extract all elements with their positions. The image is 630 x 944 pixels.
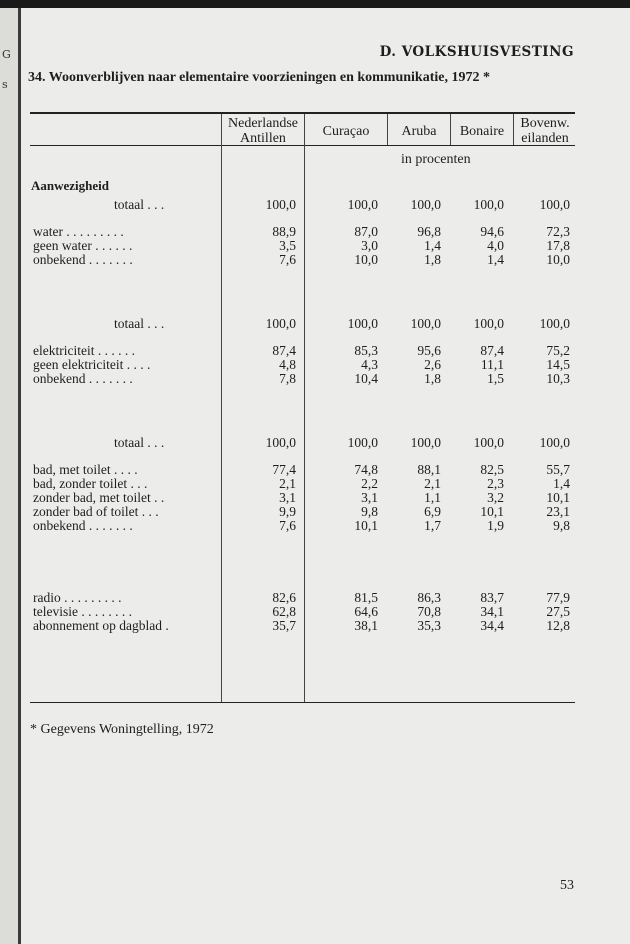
- column-header-nederlandse-antillen: [222, 116, 304, 146]
- cell-value: 100,0: [347, 435, 378, 450]
- column-header-line: Nederlandse: [228, 116, 298, 131]
- table-title: 34. Woonverblijven naar elementaire voorzieningen en kommunikatie, 1972 *: [28, 70, 490, 85]
- cell-value: 35,7: [272, 618, 296, 633]
- row-label: water . . . . . . . . .: [33, 224, 124, 239]
- row-label: geen water . . . . . .: [33, 238, 133, 253]
- row-label: totaal . . .: [114, 197, 165, 212]
- table-row: [0, 477, 630, 491]
- cell-value: 7,8: [279, 371, 296, 386]
- row-label: onbekend . . . . . . .: [33, 371, 133, 386]
- cell-value: 100,0: [347, 197, 378, 212]
- cell-value: 3,1: [279, 490, 296, 505]
- cell-value: 75,2: [546, 343, 570, 358]
- cell-value: 81,5: [354, 590, 378, 605]
- cell-value: 82,6: [272, 590, 296, 605]
- cell-value: 1,4: [553, 476, 570, 491]
- column-header-line: eilanden: [521, 131, 569, 146]
- cell-value: 4,8: [279, 357, 296, 372]
- margin-fragment: s: [2, 78, 8, 91]
- cell-value: 1,7: [424, 518, 441, 533]
- table-row: [0, 317, 630, 331]
- cell-value: 2,1: [424, 476, 441, 491]
- cell-value: 100,0: [347, 316, 378, 331]
- cell-value: 1,8: [424, 371, 441, 386]
- cell-value: 6,9: [424, 504, 441, 519]
- cell-value: 10,0: [354, 252, 378, 267]
- row-label: radio . . . . . . . . .: [33, 590, 122, 605]
- cell-value: 17,8: [546, 238, 570, 253]
- row-label: zonder bad, met toilet . .: [33, 490, 165, 505]
- row-label: abonnement op dagblad .: [33, 618, 169, 633]
- cell-value: 2,2: [361, 476, 378, 491]
- cell-value: 85,3: [354, 343, 378, 358]
- column-header-curacao: [305, 124, 387, 139]
- cell-value: 10,3: [546, 371, 570, 386]
- running-head: D. VOLKSHUISVESTING: [379, 44, 574, 60]
- row-label: zonder bad of toilet . . .: [33, 504, 159, 519]
- cell-value: 12,8: [546, 618, 570, 633]
- unit-label: in procenten: [401, 152, 471, 167]
- cell-value: 100,0: [410, 316, 441, 331]
- cell-value: 35,3: [417, 618, 441, 633]
- column-header-bovenwindse-eilanden: [514, 116, 576, 146]
- cell-value: 1,4: [487, 252, 504, 267]
- cell-value: 87,4: [480, 343, 504, 358]
- cell-value: 3,0: [361, 238, 378, 253]
- table-row: [0, 198, 630, 212]
- cell-value: 82,5: [480, 462, 504, 477]
- row-label: onbekend . . . . . . .: [33, 252, 133, 267]
- cell-value: 27,5: [546, 604, 570, 619]
- row-label: totaal . . .: [114, 435, 165, 450]
- cell-value: 100,0: [265, 197, 296, 212]
- column-header-line: Bovenw.: [520, 116, 570, 131]
- cell-value: 4,3: [361, 357, 378, 372]
- cell-value: 3,2: [487, 490, 504, 505]
- cell-value: 88,9: [272, 224, 296, 239]
- cell-value: 87,0: [354, 224, 378, 239]
- cell-value: 3,1: [361, 490, 378, 505]
- table-row: [0, 591, 630, 605]
- cell-value: 38,1: [354, 618, 378, 633]
- cell-value: 10,1: [480, 504, 504, 519]
- table-row: [0, 463, 630, 477]
- cell-value: 9,8: [361, 504, 378, 519]
- cell-value: 100,0: [265, 435, 296, 450]
- cell-value: 10,1: [546, 490, 570, 505]
- table-row: [0, 605, 630, 619]
- row-label: totaal . . .: [114, 316, 165, 331]
- cell-value: 55,7: [546, 462, 570, 477]
- cell-value: 87,4: [272, 343, 296, 358]
- table-row: [0, 344, 630, 358]
- table-row: [0, 491, 630, 505]
- cell-value: 9,8: [553, 518, 570, 533]
- cell-value: 100,0: [410, 435, 441, 450]
- cell-value: 1,5: [487, 371, 504, 386]
- top-rule: [30, 112, 575, 114]
- cell-value: 7,6: [279, 518, 296, 533]
- cell-value: 100,0: [473, 316, 504, 331]
- cell-value: 2,3: [487, 476, 504, 491]
- cell-value: 10,1: [354, 518, 378, 533]
- cell-value: 100,0: [539, 197, 570, 212]
- cell-value: 95,6: [417, 343, 441, 358]
- cell-value: 100,0: [539, 435, 570, 450]
- cell-value: 1,4: [424, 238, 441, 253]
- cell-value: 10,0: [546, 252, 570, 267]
- cell-value: 62,8: [272, 604, 296, 619]
- cell-value: 77,9: [546, 590, 570, 605]
- table-row: [0, 358, 630, 372]
- row-label: onbekend . . . . . . .: [33, 518, 133, 533]
- column-header-line: Antillen: [240, 131, 286, 146]
- cell-value: 74,8: [354, 462, 378, 477]
- row-label: televisie . . . . . . . .: [33, 604, 132, 619]
- table-row: [0, 225, 630, 239]
- cell-value: 34,4: [480, 618, 504, 633]
- cell-value: 2,1: [279, 476, 296, 491]
- column-header-line: Bonaire: [459, 124, 505, 139]
- table-row: [0, 619, 630, 633]
- cell-value: 3,5: [279, 238, 296, 253]
- cell-value: 34,1: [480, 604, 504, 619]
- row-label: bad, met toilet . . . .: [33, 462, 138, 477]
- cell-value: 100,0: [265, 316, 296, 331]
- cell-value: 11,1: [480, 357, 504, 372]
- cell-value: 96,8: [417, 224, 441, 239]
- cell-value: 100,0: [473, 197, 504, 212]
- cell-value: 14,5: [546, 357, 570, 372]
- column-header-line: Aruba: [401, 124, 437, 139]
- cell-value: 1,1: [424, 490, 441, 505]
- cell-value: 2,6: [424, 357, 441, 372]
- cell-value: 70,8: [417, 604, 441, 619]
- row-label: elektriciteit . . . . . .: [33, 343, 135, 358]
- table-row: [0, 239, 630, 253]
- cell-value: 1,9: [487, 518, 504, 533]
- footnote: * Gegevens Woningtelling, 1972: [30, 722, 214, 737]
- page-number: 53: [560, 878, 574, 893]
- row-label: bad, zonder toilet . . .: [33, 476, 148, 491]
- cell-value: 77,4: [272, 462, 296, 477]
- cell-value: 100,0: [539, 316, 570, 331]
- cell-value: 64,6: [354, 604, 378, 619]
- cell-value: 83,7: [480, 590, 504, 605]
- column-header-line: Curaçao: [322, 124, 370, 139]
- cell-value: 94,6: [480, 224, 504, 239]
- column-header-aruba: [388, 124, 450, 139]
- table-row: [0, 519, 630, 533]
- cell-value: 9,9: [279, 504, 296, 519]
- cell-value: 100,0: [410, 197, 441, 212]
- cell-value: 100,0: [473, 435, 504, 450]
- row-label: geen elektriciteit . . . .: [33, 357, 151, 372]
- table-row: [0, 372, 630, 386]
- table-row: [0, 436, 630, 450]
- cell-value: 7,6: [279, 252, 296, 267]
- cell-value: 86,3: [417, 590, 441, 605]
- cell-value: 23,1: [546, 504, 570, 519]
- table-row: [0, 253, 630, 267]
- cell-value: 88,1: [417, 462, 441, 477]
- cell-value: 1,8: [424, 252, 441, 267]
- cell-value: 10,4: [354, 371, 378, 386]
- margin-fragment: G: [2, 48, 11, 61]
- cell-value: 72,3: [546, 224, 570, 239]
- section-label: Aanwezigheid: [31, 178, 109, 193]
- cell-value: 4,0: [487, 238, 504, 253]
- bottom-rule: [30, 702, 575, 703]
- column-header-bonaire: [451, 124, 513, 139]
- table-row: [0, 505, 630, 519]
